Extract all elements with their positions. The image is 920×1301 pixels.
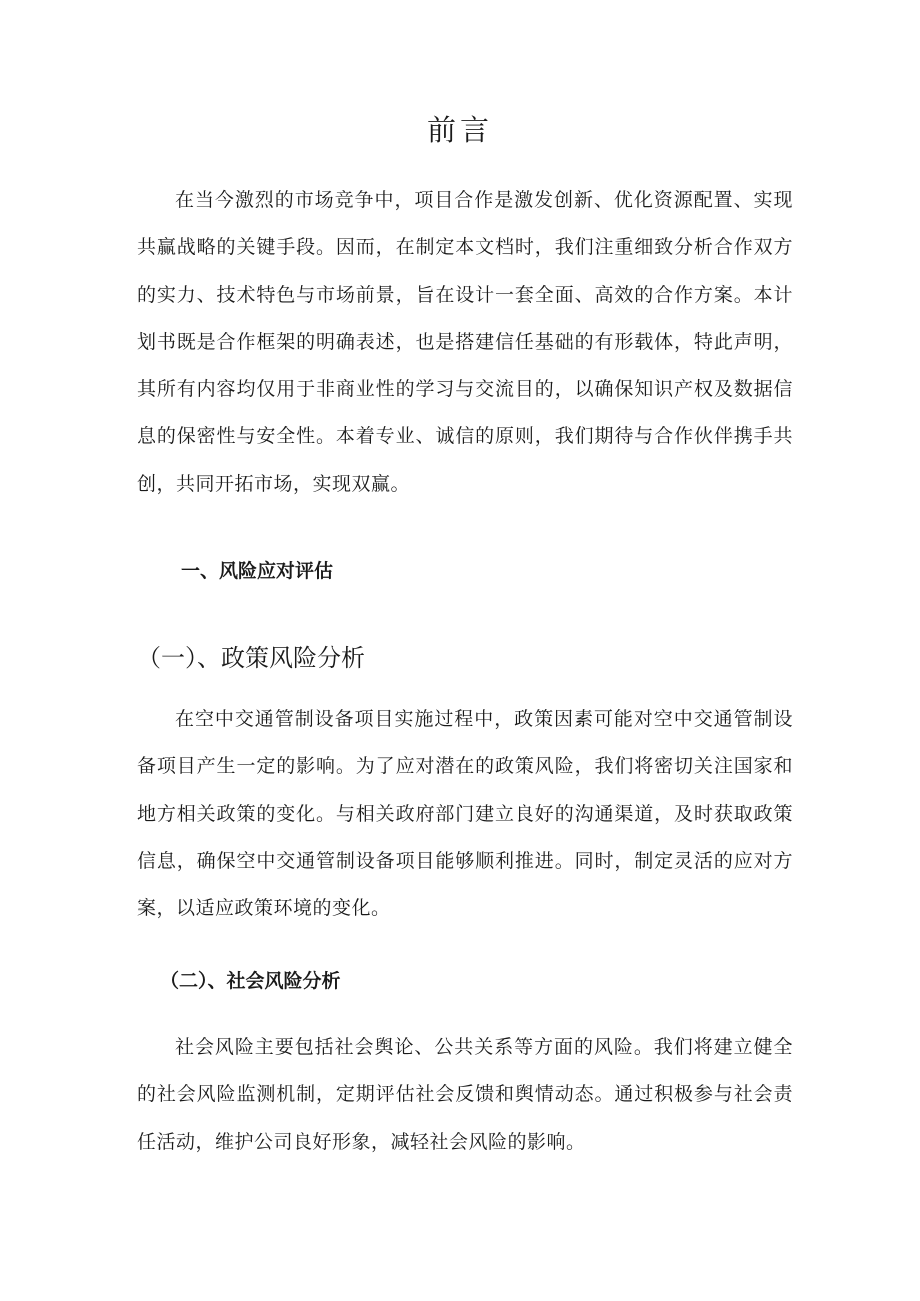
policy-risk-paragraph: 在空中交通管制设备项目实施过程中，政策因素可能对空中交通管制设备项目产生一定的影响。为了应对潜在的政策风险，我们将密切关注国家和地方相关政策的变化。与相关政府部门建立良好的沟通渠道，及时获取政策信息，确保空中交通管制设备项目能够顺利推进。同时，制定灵活的应对方案，以适应政策环境的变化。 xyxy=(137,708,793,920)
subsection-heading-social-risk: （二）、社会风险分析 xyxy=(160,970,341,992)
preface-paragraph: 在当今激烈的市场竞争中，项目合作是激发创新、优化资源配置、实现共赢战略的关键手段。因而，在制定本文档时，我们注重细致分析合作双方的实力、技术特色与市场前景，旨在设计一套全面、高效的合作方案。本计划书既是合作框架的明确表述，也是搭建信任基础的有形载体，特此声明，其所有内容均仅用于非商业性的学习与交流目的，以确保知识产权及数据信息的保密性与安全性。本着专业、诚信的原则，我们期待与合作伙伴携手共创，共同开拓市场，实现双赢。 xyxy=(137,189,793,495)
page-title: 前言 xyxy=(426,113,493,147)
section-heading-risk-assessment: 一、风险应对评估 xyxy=(181,560,334,582)
social-risk-paragraph: 社会风险主要包括社会舆论、公共关系等方面的风险。我们将建立健全的社会风险监测机制，定期评估社会反馈和舆情动态。通过积极参与社会责任活动，维护公司良好形象，减轻社会风险的影响。 xyxy=(137,1036,793,1153)
subsection-heading-policy-risk: （一）、政策风险分析 xyxy=(137,644,365,672)
